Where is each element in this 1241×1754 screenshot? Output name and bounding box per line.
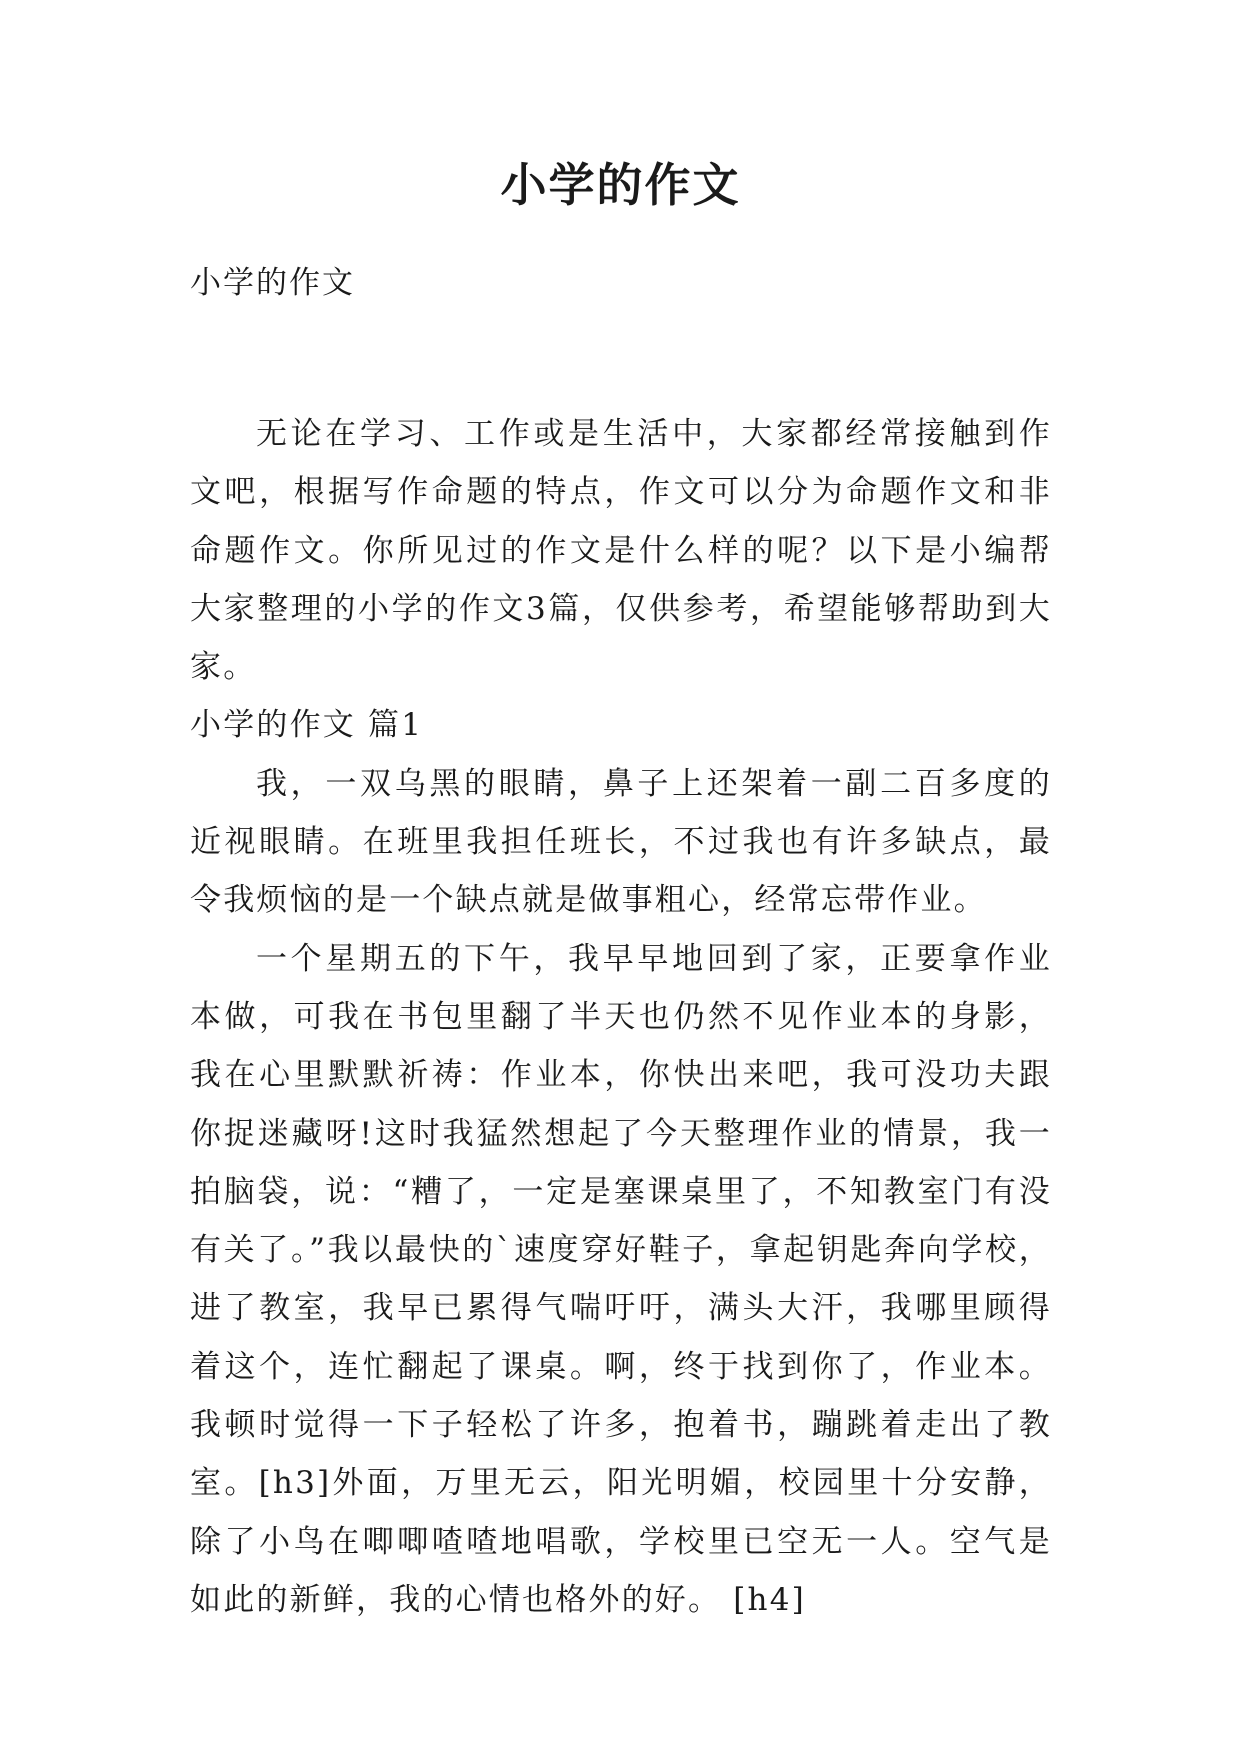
document-body	[190, 405, 1052, 1629]
intro-paragraph: 无论在学习、工作或是生活中，大家都经常接触到作文吧，根据写作命题的特点，作文可以分为命题作文和非命题作文。你所见过的作文是什么样的呢？以下是小编帮大家整理的小学的作文3篇，仅供参考，希望能够帮助到大家。	[190, 416, 1052, 686]
document-subtitle: 小学的作文	[190, 265, 355, 301]
section-heading: 小学的作文 篇1	[190, 707, 424, 744]
document-title: 小学的作文	[500, 158, 741, 212]
body-paragraph: 一个星期五的下午，我早早地回到了家，正要拿作业本做，可我在书包里翻了半天也仍然不见作业本的身影，我在心里默默祈祷：作业本，你快出来吧，我可没功夫跟你捉迷藏呀!这时我猛然想起了今天整理作业的情景，我一拍脑袋，说：“糟了，一定是塞课桌里了，不知教室门有没有关了。”我以最快的`速度穿好鞋子，拿起钥匙奔向学校，进了教室，我早已累得气喘吁吁，满头大汗，我哪里顾得着这个，连忙翻起了课桌。啊，终于找到你了，作业本。我顿时觉得一下子轻松了许多，抱着书，蹦跳着走出了教室。[h3]外面，万里无云，阳光明媚，校园里十分安静，除了小鸟在唧唧喳喳地唱歌，学校里已空无一人。空气是如此的新鲜，我的心情也格外的好。 [h4]	[190, 940, 1052, 1618]
body-paragraph: 我，一双乌黑的眼睛，鼻子上还架着一副二百多度的近视眼睛。在班里我担任班长，不过我也有许多缺点，最令我烦恼的是一个缺点就是做事粗心，经常忘带作业。	[190, 765, 1052, 919]
